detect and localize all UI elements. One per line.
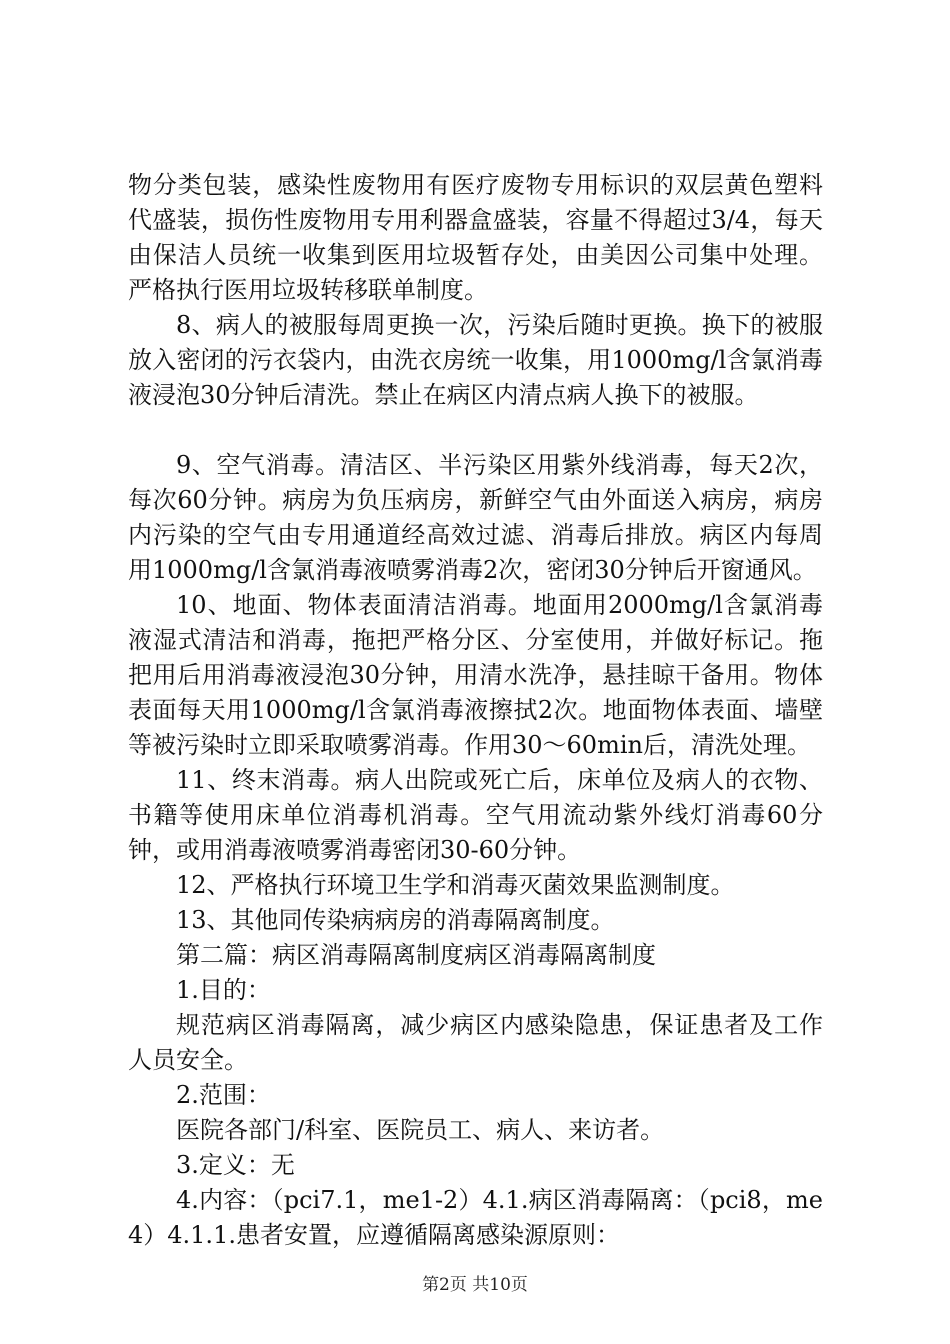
paragraph-item-12-monitoring: 12、严格执行环境卫生学和消毒灭菌效果监测制度。 [176, 871, 735, 899]
paragraph-item-8-bedding: 8、病人的被服每周更换一次，污染后随时更换。换下的被服放入密闭的污衣袋内，由洗衣房统一收集，用1000mg/l含氯消毒液浸泡30分钟后清洗。禁止在病区内清点病人换下的被服。 [128, 311, 823, 409]
paragraph-scope: 医院各部门/科室、医院员工、病人、来访者。 [176, 1116, 665, 1144]
paragraph-item-10-surface-cleaning: 10、地面、物体表面清洁消毒。地面用2000mg/l含氯消毒液湿式清洁和消毒，拖把严格分区、分室使用，并做好标记。拖把用后用消毒液浸泡30分钟，用清水洗净，悬挂晾干备用。物体表面每天用1000mg/l含氯消毒液擦拭2次。地面物体表面、墙壁等被污染时立即采取喷雾消毒。作用30～60min后，清洗处理。 [128, 591, 823, 759]
paragraph-content: 4.内容：（pci7.1，me1-2）4.1.病区消毒隔离：（pci8，me4）4.1.1.患者安置，应遵循隔离感染源原则： [128, 1186, 823, 1249]
paragraph-waste-handling: 物分类包装，感染性废物用有医疗废物专用标识的双层黄色塑料代盛装，损伤性废物用专用利器盒盛装，容量不得超过3/4，每天由保洁人员统一收集到医用垃圾暂存处，由美因公司集中处理。严格执行医用垃圾转移联单制度。 [128, 171, 823, 304]
paragraph-item-9-air-disinfection: 9、空气消毒。清洁区、半污染区用紫外线消毒，每天2次，每次60分钟。病房为负压病房，新鲜空气由外面送入病房，病房内污染的空气由专用通道经高效过滤、消毒后排放。病区内每周用1000mg/l含氯消毒液喷雾消毒2次，密闭30分钟后开窗通风。 [128, 451, 823, 584]
paragraph-purpose: 规范病区消毒隔离，减少病区内感染隐患，保证患者及工作人员安全。 [128, 1011, 823, 1074]
heading-purpose: 1.目的： [176, 976, 271, 1004]
paragraph-definition: 3.定义：无 [176, 1151, 295, 1179]
paragraph-item-13-other: 13、其他同传染病病房的消毒隔离制度。 [176, 906, 615, 934]
heading-scope: 2.范围： [176, 1081, 271, 1109]
section-heading-part-2: 第二篇：病区消毒隔离制度病区消毒隔离制度 [176, 941, 656, 969]
paragraph-item-11-terminal-disinfection: 11、终末消毒。病人出院或死亡后，床单位及病人的衣物、书籍等使用床单位消毒机消毒。空气用流动紫外线灯消毒60分钟，或用消毒液喷雾消毒密闭30-60分钟。 [128, 766, 823, 864]
document-body [128, 168, 823, 1253]
page-number-footer: 第2页 共10页 [422, 1275, 528, 1295]
